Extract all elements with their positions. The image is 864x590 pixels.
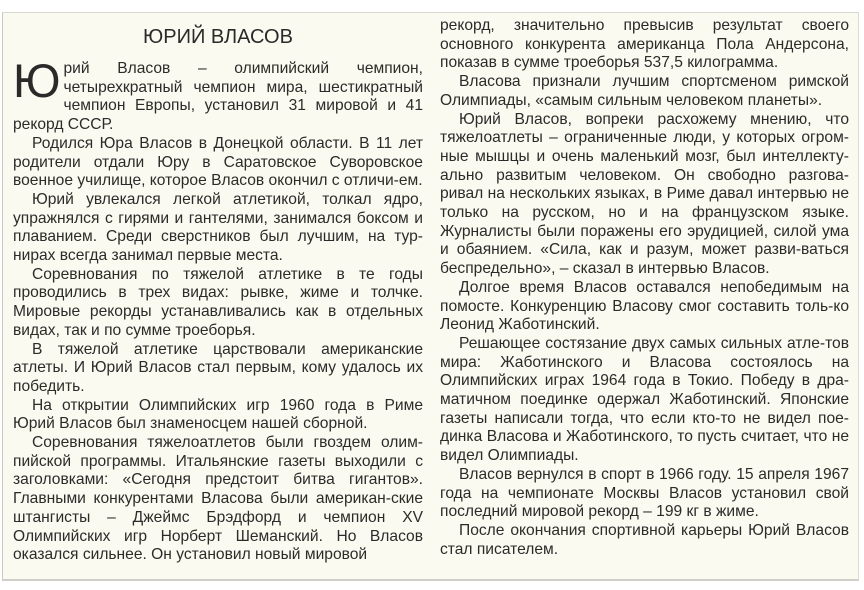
paragraph: Соревнования тяжелоатлетов были гвоздем олим-пийской программы. Итальянские газеты выходили с заголовками: «Сегодня предстоит битва гигантов». Главными конкурентами Власова были американ-ские штангисты – Джеймс Брэдфорд и чемпион XV Олимпийских игр Норберт Шеманский. Но Власов оказался сильнее. Он установил новый мировой — [13, 434, 423, 564]
right-column — [440, 17, 849, 559]
paragraph: Долгое время Власов оставался непобедимым на помосте. Конкуренцию Власову смог составить толь-ко Леонид Жаботинский. — [440, 278, 849, 334]
paragraph: Власов вернулся в спорт в 1966 году. 15 апреля 1967 года на чемпионате Москвы Власов установил свой последний мировой рекорд – 199 кг в жиме. — [440, 465, 849, 521]
drop-cap: Ю — [13, 54, 61, 107]
article-page — [2, 12, 859, 581]
article-title: ЮРИЙ ВЛАСОВ — [143, 26, 293, 48]
paragraph: Соревнования по тяжелой атлетике в те годы проводились в трех видах: рывке, жиме и толчке. Мировые рекорды устанавливались как в отдельных видах, так и по сумме троеборья. — [13, 265, 423, 339]
paragraph: Юрий увлекался легкой атлетикой, толкал ядро, упражнялся с гирями и гантелями, занимался боксом и плаванием. Среди сверстников был лучшим, на тур-нирах всегда занимал первые места. — [13, 190, 423, 265]
left-column — [13, 13, 423, 565]
paragraph-intro-text: рий Власов – олимпийский чемпион, четырехкратный чемпион мира, шестикратный чемпион Европы, установил 31 мировой и 41 рекорд СССР. — [13, 60, 423, 134]
paragraph-continued: рекорд, значительно превысив результат своего основного конкурента американца Пола Андерсона, показав в сумме троеборья 537,5 килограмма. — [440, 17, 849, 72]
paragraph: После окончания спортивной карьеры Юрий Власов стал писателем. — [440, 521, 849, 558]
paragraph: На открытии Олимпийских игр 1960 года в Риме Юрий Власов был знаменосцем нашей сборной. — [13, 396, 423, 433]
paragraph: В тяжелой атлетике царствовали американские атлеты. И Юрий Власов стал первым, кому удалось их победить. — [13, 340, 423, 395]
paragraph-intro — [13, 54, 423, 135]
paragraph: Власова признали лучшим спортсменом римской Олимпиады, «самым сильным человеком планеты». — [440, 73, 849, 109]
paragraph: Юрий Власов, вопреки расхожему мнению, что тяжелоатлеты – ограниченные люди, у которых огром-ные мышцы и очень маленький мозг, был интеллекту-ально развитым человеком. Он свободно разгова-ривал на нескольких языках, в Риме давал интервью не только на русском, но и на французском языке. Журналисты были поражены его эрудицией, силой ума и обаянием. «Сила, как и разум, может разви-ваться беспредельно», – сказал в интервью Власов. — [440, 110, 849, 278]
paragraph: Решающее состязание двух самых сильных атле-тов мира: Жаботинского и Власова состоялось на Олимпийских играх 1964 года в Токио. Победу в дра-матичном поединке одержал Жаботинский. Японские газеты написали тогда, что если кто-то не видел пое-динка Власова и Жаботинского, то пусть считает, что не видел Олимпиады. — [440, 334, 849, 465]
paragraph: Родился Юра Власов в Донецкой области. В 11 лет родители отдали Юру в Саратовское Суворовское военное училище, которое Власов окончил с отличи-ем. — [13, 134, 423, 190]
